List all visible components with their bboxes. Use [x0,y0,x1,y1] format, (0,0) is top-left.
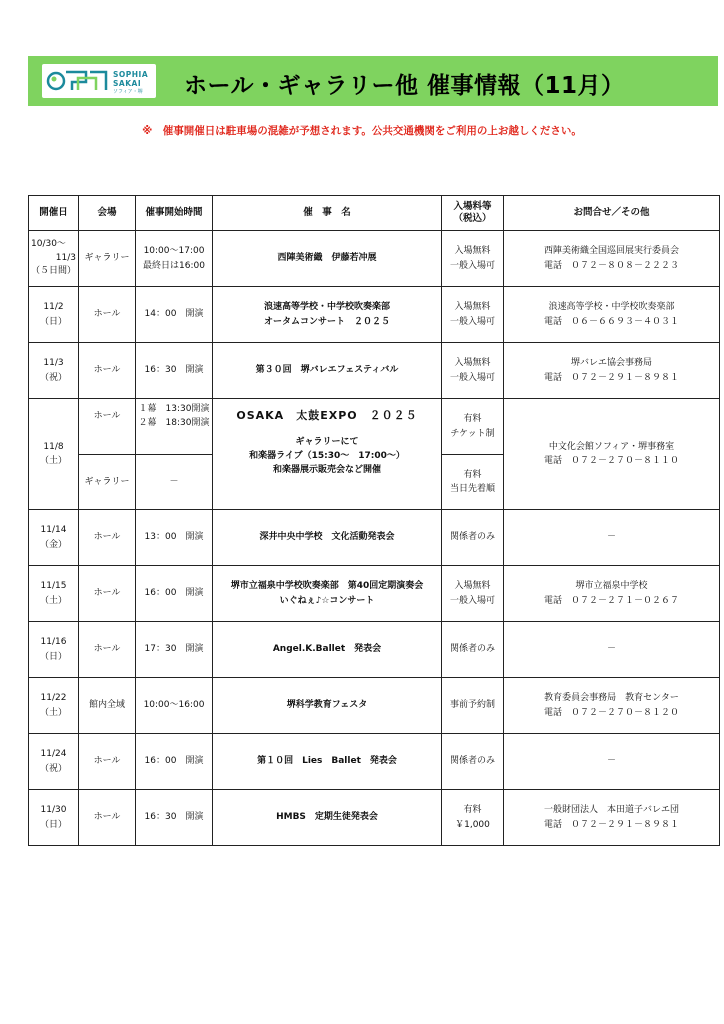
logo-text-kana: ソフィア・堺 [113,89,143,95]
table-row [29,399,720,455]
table-header-row [29,196,720,231]
time-cell: 10:00～16:00 [136,678,213,734]
table-row [29,734,720,790]
venue-cell: ギャラリー [79,455,136,510]
date-cell: 11/22 （土） [29,678,79,734]
time-cell: 14：00 開演 [136,287,213,343]
fee-cell: 入場無料 一般入場可 [442,287,504,343]
time-cell: １幕 13:30開演 ２幕 18:30開演 [136,399,213,455]
contact-cell: － [504,622,720,678]
table-row [29,287,720,343]
fee-cell: 関係者のみ [442,622,504,678]
fee-cell: 有料 当日先着順 [442,455,504,510]
venue-cell: ホール [79,622,136,678]
date-cell: 11/24 （祝） [29,734,79,790]
fee-cell: 有料 ￥1,000 [442,790,504,846]
contact-cell: 堺バレエ協会事務局 電話 ０７２－２９１－８９８１ [504,343,720,399]
header-venue: 会場 [79,196,136,231]
logo-text-sophia: SOPHIA [113,70,149,79]
fee-cell: 関係者のみ [442,734,504,790]
contact-cell: － [504,510,720,566]
table-row [29,343,720,399]
date-cell: 11/2 （日） [29,287,79,343]
contact-cell: － [504,734,720,790]
time-cell: 17：30 開演 [136,622,213,678]
table-row [29,790,720,846]
time-cell: 16：30 開演 [136,343,213,399]
event-cell: OSAKA 太鼓EXPO ２０２５ ギャラリーにて 和楽器ライブ（15:30～ 17:00～） 和楽器展示販売会など開催 [213,399,442,510]
contact-cell: 西陣美術織全国巡回展実行委員会 電話 ０７２－８０８－２２２３ [504,231,720,287]
venue-cell: ホール [79,510,136,566]
contact-cell: 堺市立福泉中学校 電話 ０７２－２７１－０２６７ [504,566,720,622]
venue-cell: ホール [79,734,136,790]
table-row [29,510,720,566]
header-date: 開催日 [29,196,79,231]
event-cell: 第３０回 堺バレエフェスティバル [213,343,442,399]
title-banner [28,56,718,106]
venue-cell: ホール [79,287,136,343]
time-cell: 16：00 開演 [136,734,213,790]
fee-cell: 有料 チケット制 [442,399,504,455]
venue-cell: 館内全域 [79,678,136,734]
venue-cell: ギャラリー [79,231,136,287]
event-cell: 西陣美術織 伊藤若冲展 [213,231,442,287]
logo-text-sakai: SAKAI [113,79,142,88]
contact-cell: 中文化会館ソフィア・堺事務室 電話 ０７２－２７０－８１１０ [504,399,720,510]
date-cell: 11/14 （金） [29,510,79,566]
date-cell: 11/16 （日） [29,622,79,678]
event-cell: 堺市立福泉中学校吹奏楽部 第40回定期演奏会 いぐねぇ♪☆コンサート [213,566,442,622]
fee-cell: 入場無料 一般入場可 [442,231,504,287]
venue-cell: ホール [79,399,136,455]
page-title: ホール・ギャラリー他 催事情報（11月） [184,73,625,99]
header-time: 催事開始時間 [136,196,213,231]
contact-cell: 一般財団法人 本田道子バレエ団 電話 ０７２－２９１－８９８１ [504,790,720,846]
table-row [29,622,720,678]
time-cell: 13：00 開演 [136,510,213,566]
header-event: 催 事 名 [213,196,442,231]
venue-cell: ホール [79,566,136,622]
date-cell: 11/15 （土） [29,566,79,622]
event-cell: 深井中央中学校 文化活動発表会 [213,510,442,566]
parking-notice: ※ 催事開催日は駐車場の混雑が予想されます。公共交通機関をご利用の上お越しください。 [142,125,582,137]
header-contact: お問合せ／その他 [504,196,720,231]
date-cell: 11/30 （日） [29,790,79,846]
date-cell: 10/30～ 11/3 （５日間） [29,231,79,287]
event-cell: HMBS 定期生徒発表会 [213,790,442,846]
fee-cell: 入場無料 一般入場可 [442,566,504,622]
header-fee: 入場料等 （税込） [442,196,504,231]
date-cell: 11/8 （土） [29,399,79,510]
event-cell: Angel.K.Ballet 発表会 [213,622,442,678]
event-cell: 堺科学教育フェスタ [213,678,442,734]
table-row [29,231,720,287]
fee-cell: 事前予約制 [442,678,504,734]
date-cell: 11/3 （祝） [29,343,79,399]
event-cell: 第１０回 Lies Ballet 発表会 [213,734,442,790]
fee-cell: 関係者のみ [442,510,504,566]
event-cell: 浪速高等学校・中学校吹奏楽部 オータムコンサート ２０２５ [213,287,442,343]
table-row [29,678,720,734]
venue-cell: ホール [79,343,136,399]
logo-mark-icon [46,68,110,94]
venue-cell: ホール [79,790,136,846]
contact-cell: 浪速高等学校・中学校吹奏楽部 電話 ０６－６６９３－４０３１ [504,287,720,343]
time-cell: 16：00 開演 [136,566,213,622]
table-row [29,566,720,622]
time-cell: － [136,455,213,510]
time-cell: 10:00～17:00 最終日は16:00 [136,231,213,287]
event-schedule-table [28,195,720,846]
fee-cell: 入場無料 一般入場可 [442,343,504,399]
time-cell: 16：30 開演 [136,790,213,846]
contact-cell: 教育委員会事務局 教育センター 電話 ０７２－２７０－８１２０ [504,678,720,734]
sophia-sakai-logo [42,64,156,98]
